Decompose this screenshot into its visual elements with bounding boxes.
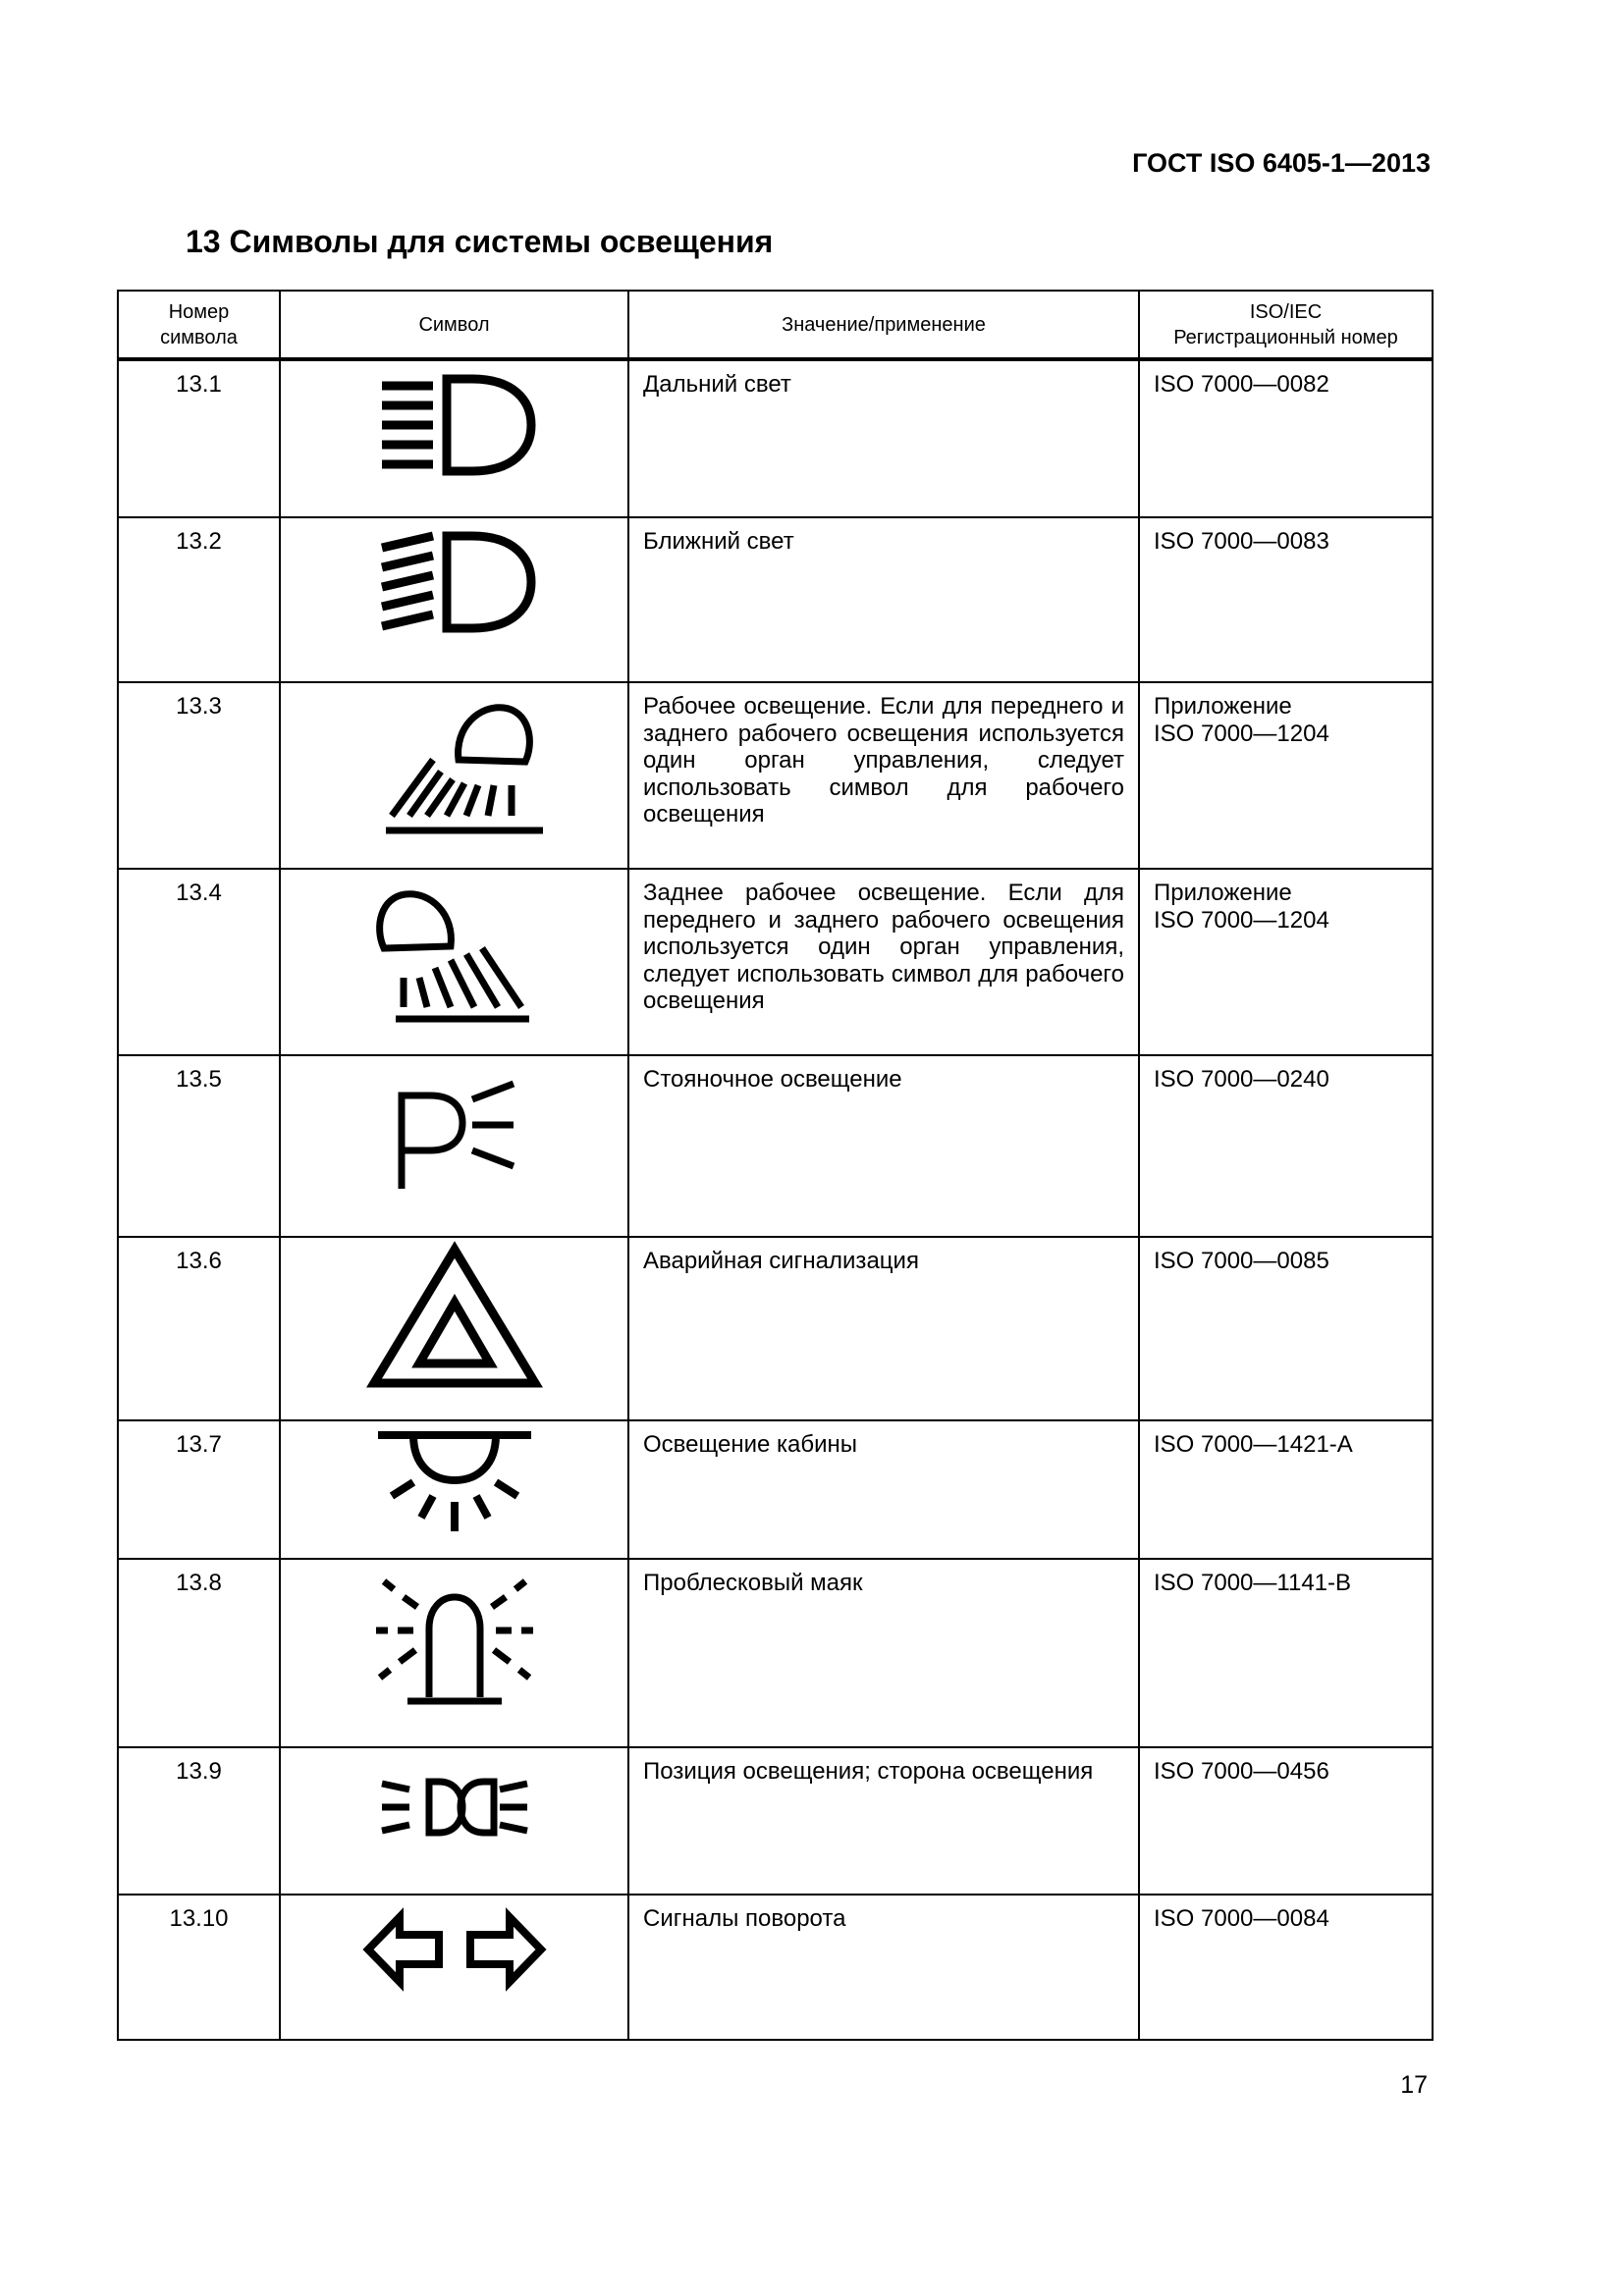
symbol-meaning: Позиция освещения; сторона освещения [628, 1747, 1139, 1895]
page-number: 17 [1400, 2071, 1428, 2099]
header-registration: ISO/IEC Регистрационный номер [1139, 291, 1433, 359]
registration-number: ISO 7000—0084 [1139, 1895, 1433, 2040]
symbol-meaning: Ближний свет [628, 517, 1139, 682]
registration-number: ISO 7000—1141-B [1139, 1559, 1433, 1747]
table-row [118, 1747, 1433, 1895]
registration-number: ISO 7000—0082 [1139, 359, 1433, 517]
header-number: Номер символа [118, 291, 280, 359]
section-heading: 13 Символы для системы освещения [186, 224, 774, 259]
registration-number: Приложение ISO 7000—1204 [1139, 869, 1433, 1055]
symbols-table [117, 290, 1434, 2041]
rear-work-light-icon [356, 870, 553, 1027]
symbol-meaning: Проблесковый маяк [628, 1559, 1139, 1747]
symbol-number: 13.4 [118, 869, 280, 1055]
low-beam-icon [356, 518, 553, 646]
registration-number: ISO 7000—0085 [1139, 1237, 1433, 1420]
symbol-number: 13.2 [118, 517, 280, 682]
standard-designation: ГОСТ ISO 6405-1—2013 [1132, 148, 1431, 178]
turn-signals-icon [356, 1896, 553, 2003]
light-position-icon [356, 1748, 553, 1866]
symbol-meaning: Заднее рабочее освещение. Если для переднего и заднего рабочего освещения используется один орган управления, следует использовать символ для рабочего освещения [628, 869, 1139, 1055]
symbol-number: 13.6 [118, 1237, 280, 1420]
registration-number: ISO 7000—0083 [1139, 517, 1433, 682]
parking-light-icon [356, 1056, 553, 1203]
symbol-number: 13.10 [118, 1895, 280, 2040]
symbol-number: 13.1 [118, 359, 280, 517]
header-meaning: Значение/применение [628, 291, 1139, 359]
high-beam-icon [356, 361, 553, 489]
symbol-meaning: Аварийная сигнализация [628, 1237, 1139, 1420]
symbol-meaning: Рабочее освещение. Если для переднего и заднего рабочего освещения используется один орган управления, следует использовать символ для рабочего освещения [628, 682, 1139, 869]
symbol-meaning: Стояночное освещение [628, 1055, 1139, 1237]
registration-number: ISO 7000—0456 [1139, 1747, 1433, 1895]
work-light-icon [356, 683, 553, 840]
table-row [118, 1420, 1433, 1559]
symbol-number: 13.8 [118, 1559, 280, 1747]
hazard-warning-icon [356, 1238, 553, 1395]
symbol-meaning: Дальний свет [628, 359, 1139, 517]
symbol-meaning: Освещение кабины [628, 1420, 1139, 1559]
symbol-number: 13.5 [118, 1055, 280, 1237]
registration-number: ISO 7000—0240 [1139, 1055, 1433, 1237]
beacon-icon [356, 1560, 553, 1717]
table-row [118, 1237, 1433, 1420]
symbol-number: 13.9 [118, 1747, 280, 1895]
table-row [118, 517, 1433, 682]
table-header-row [118, 291, 1433, 359]
cab-light-icon [356, 1421, 553, 1539]
registration-number: Приложение ISO 7000—1204 [1139, 682, 1433, 869]
registration-number: ISO 7000—1421-A [1139, 1420, 1433, 1559]
table-row [118, 682, 1433, 869]
symbol-number: 13.3 [118, 682, 280, 869]
header-symbol: Символ [280, 291, 628, 359]
symbol-number: 13.7 [118, 1420, 280, 1559]
table-row [118, 869, 1433, 1055]
table-row [118, 1055, 1433, 1237]
table-row [118, 359, 1433, 517]
symbol-meaning: Сигналы поворота [628, 1895, 1139, 2040]
table-row [118, 1559, 1433, 1747]
table-row [118, 1895, 1433, 2040]
